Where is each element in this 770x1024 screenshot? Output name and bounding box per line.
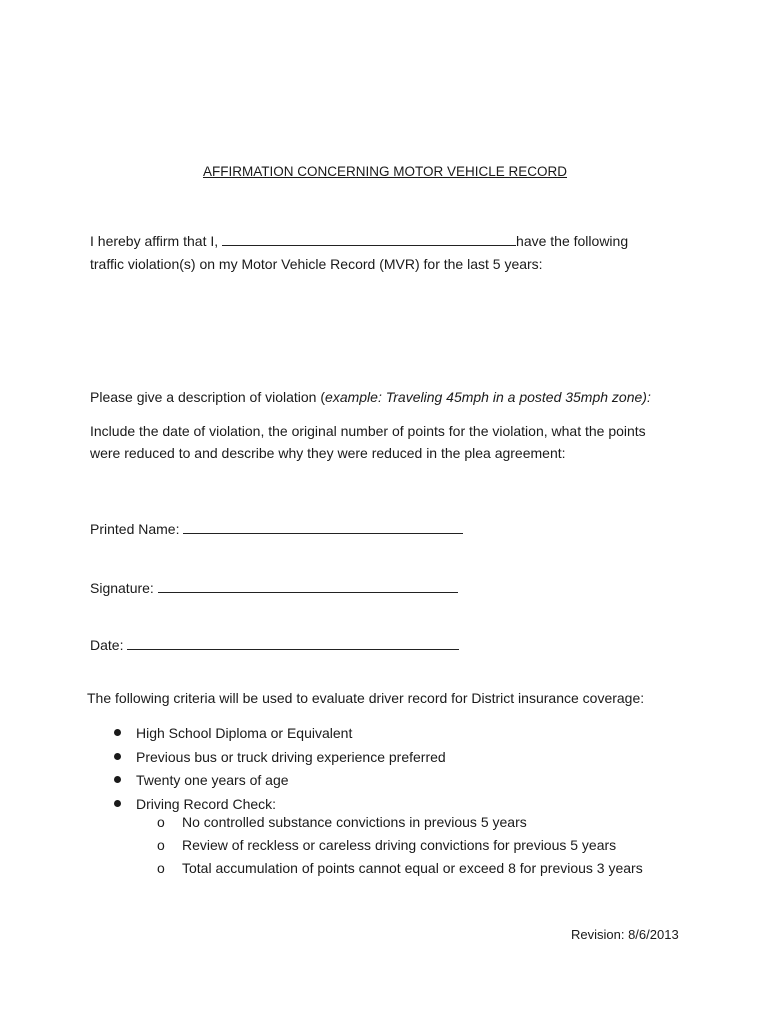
printed-name-label: Printed Name: bbox=[90, 521, 180, 537]
list-item bbox=[111, 748, 446, 772]
description-example: example: Traveling 45mph in a posted 35mph zone): bbox=[325, 389, 651, 405]
sub-bullet-icon: o bbox=[157, 814, 165, 830]
bullet-icon bbox=[114, 800, 121, 807]
date-blank-line[interactable] bbox=[127, 635, 459, 650]
bullet-icon bbox=[114, 776, 121, 783]
date-label: Date: bbox=[90, 637, 124, 653]
include-line-1: Include the date of violation, the original number of points for the violation, what the points bbox=[90, 423, 646, 439]
description-prefix: Please give a description of violation ( bbox=[90, 389, 326, 405]
page-title: AFFIRMATION CONCERNING MOTOR VEHICLE RECORD bbox=[202, 164, 568, 179]
criteria-item-text: Driving Record Check: bbox=[136, 795, 277, 812]
criteria-item-text: Twenty one years of age bbox=[136, 772, 289, 788]
criteria-item-text: Previous bus or truck driving experience preferred bbox=[136, 748, 446, 765]
signature-blank-line[interactable] bbox=[158, 578, 458, 593]
sub-bullet-icon: o bbox=[157, 837, 165, 853]
list-item bbox=[111, 724, 446, 748]
criteria-intro: The following criteria will be used to evaluate driver record for District insurance coverage: bbox=[87, 690, 645, 706]
list-item bbox=[157, 836, 643, 859]
sub-item-text: No controlled substance convictions in previous 5 years bbox=[182, 814, 527, 830]
sub-item-text: Total accumulation of points cannot equal or exceed 8 for previous 3 years bbox=[182, 860, 643, 876]
bullet-icon bbox=[114, 753, 121, 760]
affirm-line-2: traffic violation(s) on my Motor Vehicle Record (MVR) for the last 5 years: bbox=[90, 256, 543, 272]
affirm-prefix: I hereby affirm that I, bbox=[90, 233, 219, 249]
list-item bbox=[111, 771, 446, 795]
criteria-list bbox=[111, 724, 446, 818]
name-blank-line[interactable] bbox=[222, 231, 516, 246]
printed-name-blank-line[interactable] bbox=[183, 519, 463, 534]
signature-field bbox=[90, 578, 458, 597]
printed-name-field bbox=[90, 519, 463, 538]
affirm-suffix: have the following bbox=[516, 233, 629, 249]
criteria-item-text: High School Diploma or Equivalent bbox=[136, 725, 353, 741]
revision-date: Revision: 8/6/2013 bbox=[571, 927, 679, 942]
affirm-line-1 bbox=[90, 231, 628, 250]
bullet-icon bbox=[114, 729, 121, 736]
list-item bbox=[157, 859, 643, 882]
sub-bullet-icon: o bbox=[157, 860, 165, 876]
include-line-2: were reduced to and describe why they were reduced in the plea agreement: bbox=[90, 445, 566, 461]
description-prompt bbox=[90, 388, 651, 406]
driving-record-sublist bbox=[157, 813, 643, 882]
list-item bbox=[157, 813, 643, 836]
date-field bbox=[90, 635, 459, 654]
sub-item-text: Review of reckless or careless driving convictions for previous 5 years bbox=[182, 837, 617, 853]
signature-label: Signature: bbox=[90, 580, 154, 596]
